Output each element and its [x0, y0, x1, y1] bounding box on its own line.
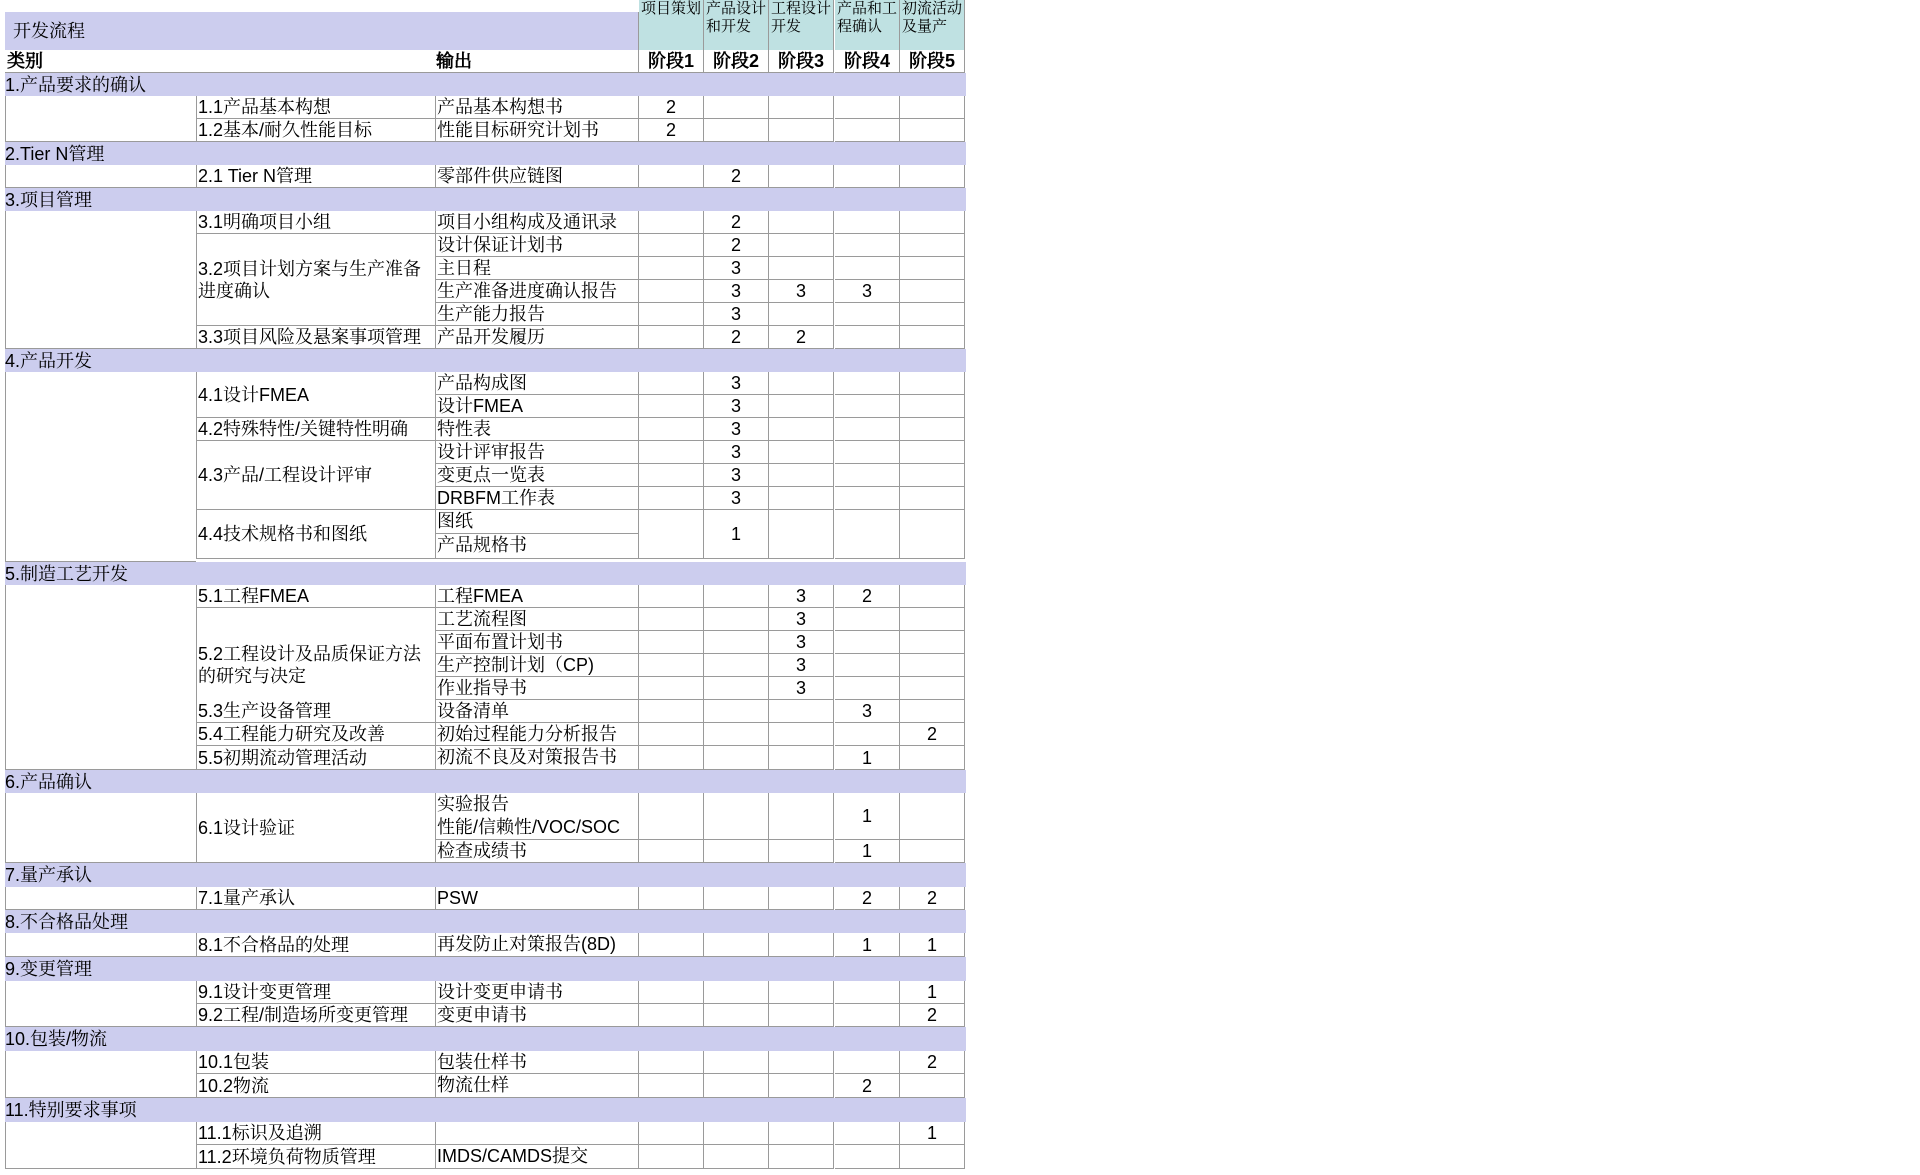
- stage1-value: [639, 1145, 704, 1169]
- stage2-value: [704, 700, 769, 723]
- stage2-value: [704, 1051, 769, 1074]
- stage1-value: [639, 746, 704, 770]
- stage1-value: [639, 793, 704, 840]
- stage3-value: 2: [769, 326, 834, 349]
- stage5-value: [900, 257, 965, 280]
- stage1-value: [639, 700, 704, 723]
- output-cell: 初始过程能力分析报告: [435, 723, 639, 746]
- stage5-value: [900, 441, 965, 464]
- output-cell: 设计评审报告: [435, 441, 639, 464]
- section-header: 8.不合格品处理: [5, 910, 966, 933]
- stage4-value: [835, 677, 900, 700]
- category-blank-cell: [5, 211, 196, 349]
- output-cell: [435, 1122, 639, 1145]
- stage4-value: [835, 1051, 900, 1074]
- stage-header-3: 阶段3: [769, 50, 834, 73]
- stage-header-2: 阶段2: [704, 50, 769, 73]
- stage3-value: [769, 418, 834, 441]
- stage5-value: [900, 677, 965, 700]
- stage-header-4: 阶段4: [835, 50, 900, 73]
- stage5-value: [900, 700, 965, 723]
- item-cell: 7.1量产承认: [196, 887, 435, 910]
- section-header: 1.产品要求的确认: [5, 73, 966, 96]
- stage2-value: [704, 1122, 769, 1145]
- stage4-value: [835, 464, 900, 487]
- stage2-value: 2: [704, 234, 769, 257]
- stage5-value: 1: [900, 981, 965, 1004]
- stage3-value: [769, 464, 834, 487]
- stage1-value: [639, 280, 704, 303]
- output-header: 输出: [435, 50, 639, 73]
- stage3-value: [769, 887, 834, 910]
- stage4-value: [835, 326, 900, 349]
- stage4-value: 3: [835, 280, 900, 303]
- stage5-value: [900, 303, 965, 326]
- stage5-value: [900, 1145, 965, 1169]
- stage2-value: [704, 1145, 769, 1169]
- output-cell: 再发防止对策报告(8D): [435, 933, 639, 957]
- item-cell: 4.1设计FMEA: [196, 372, 435, 418]
- stage2-value: [704, 96, 769, 119]
- category-blank-cell: [5, 96, 196, 142]
- output-cell: 设计FMEA: [435, 395, 639, 418]
- stage3-value: [769, 840, 834, 863]
- output-cell: DRBFM工作表: [435, 487, 639, 510]
- stage4-value: [835, 510, 900, 559]
- stage1-value: [639, 654, 704, 677]
- item-cell: 8.1不合格品的处理: [196, 933, 435, 957]
- stage1-value: [639, 1122, 704, 1145]
- output-cell: 特性表: [435, 418, 639, 441]
- output-cell: 物流仕样: [435, 1074, 639, 1098]
- stage2-value: 3: [704, 257, 769, 280]
- stage1-value: [639, 395, 704, 418]
- output-cell: 设备清单: [435, 700, 639, 723]
- category-blank-cell: [5, 793, 196, 863]
- stage5-value: [900, 234, 965, 257]
- stage5-value: [900, 464, 965, 487]
- output-cell: 生产控制计划（CP): [435, 654, 639, 677]
- stage1-value: [639, 981, 704, 1004]
- stage1-value: [639, 418, 704, 441]
- stage5-value: [900, 119, 965, 142]
- stage3-value: [769, 372, 834, 395]
- stage3-value: [769, 1004, 834, 1027]
- stage5-value: [900, 326, 965, 349]
- section-header: 3.项目管理: [5, 188, 966, 211]
- stage4-value: 2: [835, 887, 900, 910]
- stage3-value: [769, 395, 834, 418]
- section-header: 5.制造工艺开发: [5, 562, 966, 585]
- stage4-value: 3: [835, 700, 900, 723]
- item-cell: 3.3项目风险及悬案事项管理: [196, 326, 435, 349]
- stage4-value: [835, 303, 900, 326]
- stage2-value: 3: [704, 372, 769, 395]
- stage5-value: [900, 631, 965, 654]
- stage2-value: 3: [704, 395, 769, 418]
- output-cell: 生产能力报告: [435, 303, 639, 326]
- stage2-value: [704, 585, 769, 608]
- stage4-value: [835, 981, 900, 1004]
- stage2-value: [704, 840, 769, 863]
- stage-name-4: 产品和工程确认: [835, 0, 900, 50]
- section-header: 10.包装/物流: [5, 1027, 966, 1051]
- item-cell: 9.1设计变更管理: [196, 981, 435, 1004]
- stage5-value: [900, 1074, 965, 1098]
- stage1-value: [639, 211, 704, 234]
- stage-name-2: 产品设计和开发: [704, 0, 769, 50]
- stage2-value: [704, 723, 769, 746]
- item-cell: 5.3生产设备管理: [196, 700, 435, 723]
- stage4-value: [835, 119, 900, 142]
- stage1-value: [639, 303, 704, 326]
- stage2-value: 3: [704, 441, 769, 464]
- section-header: 9.变更管理: [5, 957, 966, 981]
- output-cell: 主日程: [435, 257, 639, 280]
- output-cell: 实验报告 性能/信赖性/VOC/SOC: [435, 793, 639, 840]
- item-cell: 5.4工程能力研究及改善: [196, 723, 435, 746]
- stage3-value: [769, 487, 834, 510]
- category-blank-cell: [5, 933, 196, 957]
- stage3-value: [769, 723, 834, 746]
- stage3-value: [769, 1145, 834, 1169]
- stage5-value: [900, 746, 965, 770]
- stage3-value: [769, 441, 834, 464]
- category-blank-cell: [5, 981, 196, 1027]
- stage3-value: 3: [769, 280, 834, 303]
- stage4-value: 1: [835, 840, 900, 863]
- stage5-value: [900, 487, 965, 510]
- item-cell: 2.1 Tier N管理: [196, 165, 435, 188]
- item-cell: 4.4技术规格书和图纸: [196, 510, 435, 559]
- stage5-value: [900, 608, 965, 631]
- output-cell: IMDS/CAMDS提交: [435, 1145, 639, 1169]
- stage2-value: 3: [704, 418, 769, 441]
- output-cell: 产品规格书: [435, 534, 639, 559]
- stage4-value: [835, 418, 900, 441]
- output-cell: 性能目标研究计划书: [435, 119, 639, 142]
- item-cell: 10.1包装: [196, 1051, 435, 1074]
- category-blank-cell: [5, 585, 196, 770]
- stage5-value: [900, 96, 965, 119]
- output-cell: 产品构成图: [435, 372, 639, 395]
- category-blank-cell: [5, 887, 196, 910]
- stage-name-5: 初流活动及量产: [900, 0, 965, 50]
- section-header: 4.产品开发: [5, 349, 966, 372]
- stage4-value: 1: [835, 793, 900, 840]
- stage2-value: [704, 654, 769, 677]
- stage4-value: [835, 441, 900, 464]
- stage5-value: [900, 585, 965, 608]
- output-cell: 作业指导书: [435, 677, 639, 700]
- stage3-value: [769, 981, 834, 1004]
- stage3-value: [769, 1051, 834, 1074]
- stage1-value: [639, 464, 704, 487]
- stage2-value: [704, 119, 769, 142]
- stage1-value: [639, 631, 704, 654]
- stage1-value: [639, 1004, 704, 1027]
- category-blank-cell: [5, 1051, 196, 1098]
- stage5-value: [900, 165, 965, 188]
- stage3-value: 3: [769, 654, 834, 677]
- stage5-value: [900, 280, 965, 303]
- page-title: 开发流程: [5, 12, 639, 50]
- output-cell: 变更申请书: [435, 1004, 639, 1027]
- stage3-value: [769, 793, 834, 840]
- item-cell: 4.2特殊特性/关键特性明确: [196, 418, 435, 441]
- output-cell: 检查成绩书: [435, 840, 639, 863]
- item-cell: 9.2工程/制造场所变更管理: [196, 1004, 435, 1027]
- item-cell: 3.1明确项目小组: [196, 211, 435, 234]
- section-header: 6.产品确认: [5, 770, 966, 793]
- stage5-value: 2: [900, 887, 965, 910]
- output-cell: 包装仕样书: [435, 1051, 639, 1074]
- category-header: 类别: [5, 50, 435, 73]
- output-cell: 项目小组构成及通讯录: [435, 211, 639, 234]
- stage5-value: 1: [900, 1122, 965, 1145]
- stage1-value: 2: [639, 119, 704, 142]
- item-cell: 5.2工程设计及品质保证方法 的研究与决定: [196, 608, 435, 723]
- output-cell: 生产准备进度确认报告: [435, 280, 639, 303]
- stage1-value: [639, 840, 704, 863]
- item-cell: 6.1设计验证: [196, 793, 435, 863]
- item-cell: 4.3产品/工程设计评审: [196, 441, 435, 510]
- stage1-value: [639, 257, 704, 280]
- stage2-value: [704, 608, 769, 631]
- stage3-value: [769, 211, 834, 234]
- stage1-value: [639, 933, 704, 957]
- stage4-value: [835, 372, 900, 395]
- stage1-value: [639, 510, 704, 559]
- output-cell: 工程FMEA: [435, 585, 639, 608]
- stage3-value: [769, 96, 834, 119]
- stage3-value: [769, 1074, 834, 1098]
- stage2-value: [704, 631, 769, 654]
- stage5-value: [900, 840, 965, 863]
- stage4-value: [835, 631, 900, 654]
- stage5-value: 2: [900, 1004, 965, 1027]
- stage4-value: [835, 211, 900, 234]
- stage4-value: [835, 608, 900, 631]
- stage4-value: [835, 487, 900, 510]
- stage1-value: [639, 1074, 704, 1098]
- stage2-value: 1: [704, 510, 769, 559]
- stage1-value: [639, 234, 704, 257]
- stage5-value: 2: [900, 1051, 965, 1074]
- stage3-value: [769, 700, 834, 723]
- category-blank-cell: [5, 165, 196, 188]
- stage5-value: [900, 418, 965, 441]
- stage1-value: [639, 608, 704, 631]
- stage-name-3: 工程设计开发: [769, 0, 834, 50]
- item-cell: 11.1标识及追溯: [196, 1122, 435, 1145]
- stage3-value: [769, 510, 834, 559]
- stage5-value: [900, 654, 965, 677]
- stage2-value: [704, 1004, 769, 1027]
- stage5-value: [900, 372, 965, 395]
- output-cell: 零部件供应链图: [435, 165, 639, 188]
- stage1-value: [639, 165, 704, 188]
- stage1-value: [639, 585, 704, 608]
- stage4-value: [835, 1122, 900, 1145]
- stage2-value: [704, 677, 769, 700]
- stage2-value: [704, 887, 769, 910]
- stage2-value: 2: [704, 165, 769, 188]
- stage2-value: 3: [704, 280, 769, 303]
- stage1-value: [639, 326, 704, 349]
- category-blank-cell: [5, 1122, 196, 1169]
- output-cell: 平面布置计划书: [435, 631, 639, 654]
- stage5-value: 1: [900, 933, 965, 957]
- section-header: 2.Tier N管理: [5, 142, 966, 165]
- output-cell: 产品基本构想书: [435, 96, 639, 119]
- stage1-value: [639, 487, 704, 510]
- stage-header-1: 阶段1: [639, 50, 704, 73]
- stage3-value: [769, 303, 834, 326]
- item-cell: 11.2环境负荷物质管理: [196, 1145, 435, 1169]
- stage2-value: 3: [704, 464, 769, 487]
- section-header: 7.量产承认: [5, 863, 966, 887]
- stage5-value: [900, 793, 965, 840]
- stage3-value: 3: [769, 631, 834, 654]
- stage4-value: [835, 395, 900, 418]
- output-cell: 工艺流程图: [435, 608, 639, 631]
- stage-header-5: 阶段5: [900, 50, 965, 73]
- stage3-value: 3: [769, 608, 834, 631]
- output-cell: 图纸: [435, 510, 639, 534]
- stage2-value: [704, 933, 769, 957]
- stage2-value: 3: [704, 303, 769, 326]
- stage4-value: 1: [835, 746, 900, 770]
- stage1-value: [639, 372, 704, 395]
- stage4-value: 2: [835, 1074, 900, 1098]
- stage5-value: [900, 510, 965, 559]
- item-cell: 5.5初期流动管理活动: [196, 746, 435, 770]
- stage2-value: 3: [704, 487, 769, 510]
- stage1-value: [639, 441, 704, 464]
- stage4-value: [835, 723, 900, 746]
- stage4-value: [835, 654, 900, 677]
- stage5-value: 2: [900, 723, 965, 746]
- stage3-value: [769, 165, 834, 188]
- stage3-value: [769, 234, 834, 257]
- stage4-value: 2: [835, 585, 900, 608]
- stage3-value: [769, 1122, 834, 1145]
- stage2-value: [704, 981, 769, 1004]
- stage5-value: [900, 395, 965, 418]
- stage4-value: 1: [835, 933, 900, 957]
- stage4-value: [835, 257, 900, 280]
- stage1-value: [639, 723, 704, 746]
- stage2-value: [704, 793, 769, 840]
- stage-name-1: 项目策划: [639, 0, 704, 50]
- output-cell: PSW: [435, 887, 639, 910]
- output-cell: 产品开发履历: [435, 326, 639, 349]
- category-blank-cell: [5, 372, 196, 562]
- output-cell: 设计保证计划书: [435, 234, 639, 257]
- item-cell: 1.2基本/耐久性能目标: [196, 119, 435, 142]
- stage3-value: 3: [769, 677, 834, 700]
- item-cell: 5.1工程FMEA: [196, 585, 435, 608]
- stage1-value: [639, 887, 704, 910]
- stage2-value: [704, 746, 769, 770]
- output-cell: 变更点一览表: [435, 464, 639, 487]
- stage2-value: 2: [704, 326, 769, 349]
- output-cell: 初流不良及对策报告书: [435, 746, 639, 770]
- stage2-value: [704, 1074, 769, 1098]
- stage3-value: [769, 119, 834, 142]
- stage1-value: 2: [639, 96, 704, 119]
- item-cell: 1.1产品基本构想: [196, 96, 435, 119]
- output-cell: 设计变更申请书: [435, 981, 639, 1004]
- stage4-value: [835, 96, 900, 119]
- section-header: 11.特别要求事项: [5, 1098, 966, 1122]
- stage3-value: [769, 746, 834, 770]
- stage5-value: [900, 211, 965, 234]
- stage4-value: [835, 1145, 900, 1169]
- stage1-value: [639, 677, 704, 700]
- stage3-value: [769, 933, 834, 957]
- stage4-value: [835, 165, 900, 188]
- stage4-value: [835, 1004, 900, 1027]
- stage1-value: [639, 1051, 704, 1074]
- stage2-value: 2: [704, 211, 769, 234]
- item-cell: 3.2项目计划方案与生产准备 进度确认: [196, 234, 435, 326]
- stage4-value: [835, 234, 900, 257]
- stage3-value: [769, 257, 834, 280]
- item-cell: 10.2物流: [196, 1074, 435, 1098]
- stage3-value: 3: [769, 585, 834, 608]
